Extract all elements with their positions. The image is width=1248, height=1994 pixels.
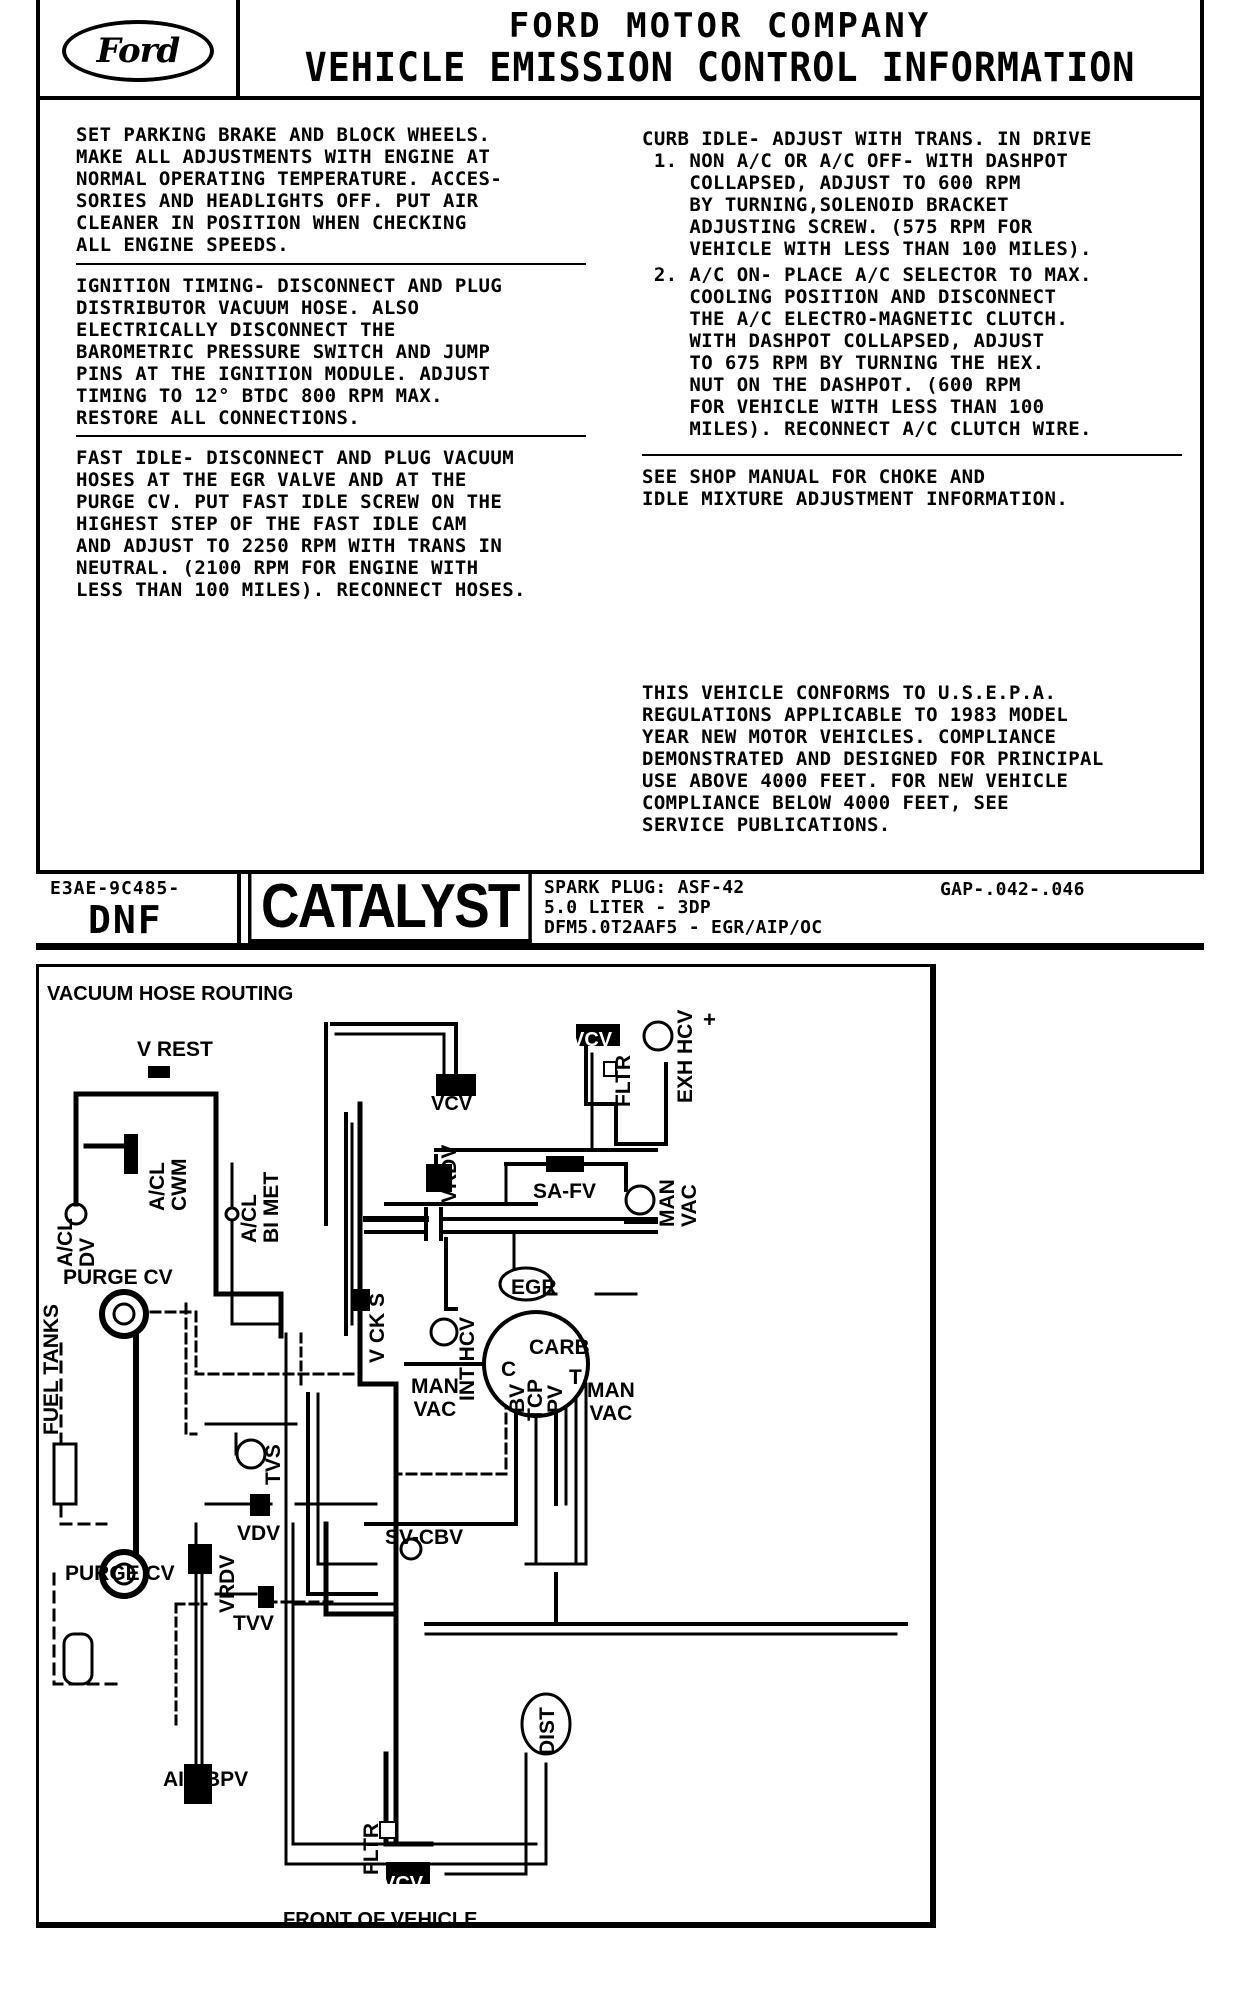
carb-bv-label: BV [506,1383,529,1413]
int-hcv-label: INT HCV [456,1317,479,1401]
exh-hcv-valve [644,1022,672,1050]
catalyst-box [248,874,532,943]
vrdv-top-label: VRDV [438,1144,461,1203]
instructions-panel [36,100,1204,870]
air-bpv-label: AIR BPV [163,1768,249,1791]
divider [76,263,586,265]
diagram-title: VACUUM HOSE ROUTING [47,983,294,1005]
hose [293,1524,536,1844]
header-line-1: FORD MOTOR COMPANY [508,6,932,46]
carb-c-label: C [501,1358,517,1381]
carb-t-label: T [569,1366,582,1389]
hoses [54,1024,906,1874]
divider [642,454,1182,456]
sa-fv-label: SA-FV [533,1180,596,1203]
sa-fv-valve [546,1156,584,1172]
vacuum-hose-diagram [36,964,936,1931]
exh-hcv-label: EXH HCV [674,1009,697,1103]
vcv-top-right-label: VCV [571,1029,613,1051]
header-line-2: VEHICLE EMISSION CONTROL INFORMATION [304,45,1136,91]
acl-cwm-label: A/CL CWM [146,1158,191,1211]
man-vac-carb-label: MAN VAC [587,1379,635,1425]
hose [360,1104,396,1744]
v-rest-valve [148,1066,170,1078]
purge-cv-bottom-label: PURGE CV [65,1562,175,1585]
int-hcv-valve [431,1319,457,1345]
shop-manual-note: SEE SHOP MANUAL FOR CHOKE AND IDLE MIXTURE ADJUSTMENT INFORMATION. [642,466,1069,510]
fuel-tank-bracket [54,1444,76,1504]
header-title [240,6,1200,90]
v-rest-label: V REST [137,1038,213,1061]
carb-pv-label: PV [544,1384,567,1413]
man-vac-mid-label: MAN VAC [411,1375,459,1421]
acl-cwm-valve [124,1134,138,1174]
fuel-tanks-label: FUEL TANKS [40,1303,63,1435]
spark-plug-spec: SPARK PLUG: ASF-42 [544,877,745,898]
acl-dv-label: A/CL DV [54,1218,99,1267]
vrdv-left-valve [188,1544,212,1574]
purge-cv-top-label: PURGE CV [63,1266,173,1289]
carb-tcp-label: TCP [524,1379,547,1421]
man-vac-right-port [626,1186,654,1214]
purge-cv-top-valve [102,1292,146,1336]
egr-label: EGR [511,1276,557,1299]
hose [186,1304,196,1434]
hose [446,1239,456,1309]
hose [196,1312,356,1374]
hose [106,1304,136,1564]
hose [446,1754,526,1874]
v-ck-s-label: V CK S [366,1292,389,1363]
curb-idle-instructions: CURB IDLE- ADJUST WITH TRANS. IN DRIVE 1. NON A/C OR A/C OFF- WITH DASHPOT COLLAPSED, ADJUST TO 600 RPM BY TURNING,SOLENOID BRACKET ADJUSTING SCREW. (575 RPM FOR VEHICLE WITH LESS THAN 100 MILES). [642,128,1092,260]
carb-label: CARB [529,1336,590,1359]
part-number-box [36,874,241,943]
plug-gap: GAP-.042-.046 [940,879,1085,900]
ignition-timing-instructions: IGNITION TIMING- DISCONNECT AND PLUG DISTRIBUTOR VACUUM HOSE. ALSO ELECTRICALLY DISCONNECT THE BAROMETRIC PRESSURE SWITCH AND JUMP PINS AT THE IGNITION MODULE. ADJUST TIMING TO 12° BTDC 800 RPM MAX. RESTORE ALL CONNECTIONS. [76,275,503,429]
dist-label: DIST [536,1707,559,1755]
tvv-valve [258,1586,274,1608]
part-number: E3AE-9C485- [50,878,181,899]
fltr-top-label: FLTR [612,1054,635,1107]
vdv-valve [250,1494,270,1516]
acl-bimet-sensor [226,1208,238,1220]
plus-marker: + [703,1007,716,1032]
hose [336,1034,444,1074]
engine-family: DFM5.0T2AAF5 - EGR/AIP/OC [544,917,823,938]
ford-logo-text: Ford [96,31,180,71]
vrdv-left-label: VRDV [216,1554,239,1613]
vcv-top-center-label: VCV [431,1093,473,1115]
conformance-statement: THIS VEHICLE CONFORMS TO U.S.E.P.A. REGULATIONS APPLICABLE TO 1983 MODEL YEAR NEW MOTOR VEHICLES. COMPLIANCE DEMONSTRATED AND DESIGNED FOR PRINCIPAL USE ABOVE 4000 FEET. FOR NEW VEHICLE COMPLIANCE BELOW 4000 FEET, SEE SERVICE PUBLICATIONS. [642,682,1104,836]
general-instructions: SET PARKING BRAKE AND BLOCK WHEELS. MAKE ALL ADJUSTMENTS WITH ENGINE AT NORMAL OPERATING TEMPERATURE. ACCES- SORIES AND HEADLIGHTS OFF. PUT AIR CLEANER IN POSITION WHEN CHECKING ALL ENGINE SPEEDS. [76,124,503,256]
ford-logo [62,20,214,82]
tvs-label: TVS [262,1444,285,1485]
fast-idle-instructions: FAST IDLE- DISCONNECT AND PLUG VACUUM HOSES AT THE EGR VALVE AND AT THE PURGE CV. PUT FAST IDLE SCREW ON THE HIGHEST STEP OF THE FAST IDLE CAM AND ADJUST TO 2250 RPM WITH TRANS IN NEUTRAL. (2100 RPM FOR ENGINE WITH LESS THAN 100 MILES). RECONNECT HOSES. [76,447,526,601]
catalyst-text: CATALYST [260,872,519,941]
vcv-bottom-label: VCV [382,1873,424,1895]
engine-spec: 5.0 LITER - 3DP [544,897,712,918]
part-bar [36,870,1204,950]
front-of-vehicle-label: FRONT OF VEHICLE [283,1909,478,1931]
fltr-bottom-label: FLTR [360,1822,383,1875]
hose [332,1024,456,1074]
man-vac-right-label: MAN VAC [656,1179,701,1227]
sv-cbv-label: SV-CBV [385,1526,464,1549]
fuel-tank-bracket [64,1634,92,1684]
part-suffix: DNF [88,898,163,942]
logo-box [40,0,240,96]
acl-bimet-label: A/CL BI MET [238,1171,283,1243]
divider [76,435,586,437]
header [36,0,1204,100]
curb-idle-ac-instructions: 2. A/C ON- PLACE A/C SELECTOR TO MAX. COOLING POSITION AND DISCONNECT THE A/C ELECTRO-MAGNETIC CLUTCH. WITH DASHPOT COLLAPSED, ADJUST TO 675 RPM BY TURNING THE HEX. NUT ON THE DASHPOT. (600 RPM FOR VEHICLE WITH LESS THAN 100 MILES). RECONNECT A/C CLUTCH WIRE. [653,264,1092,440]
vdv-label: VDV [237,1522,281,1545]
tvv-label: TVV [233,1612,274,1635]
tvs-switch [237,1440,265,1468]
